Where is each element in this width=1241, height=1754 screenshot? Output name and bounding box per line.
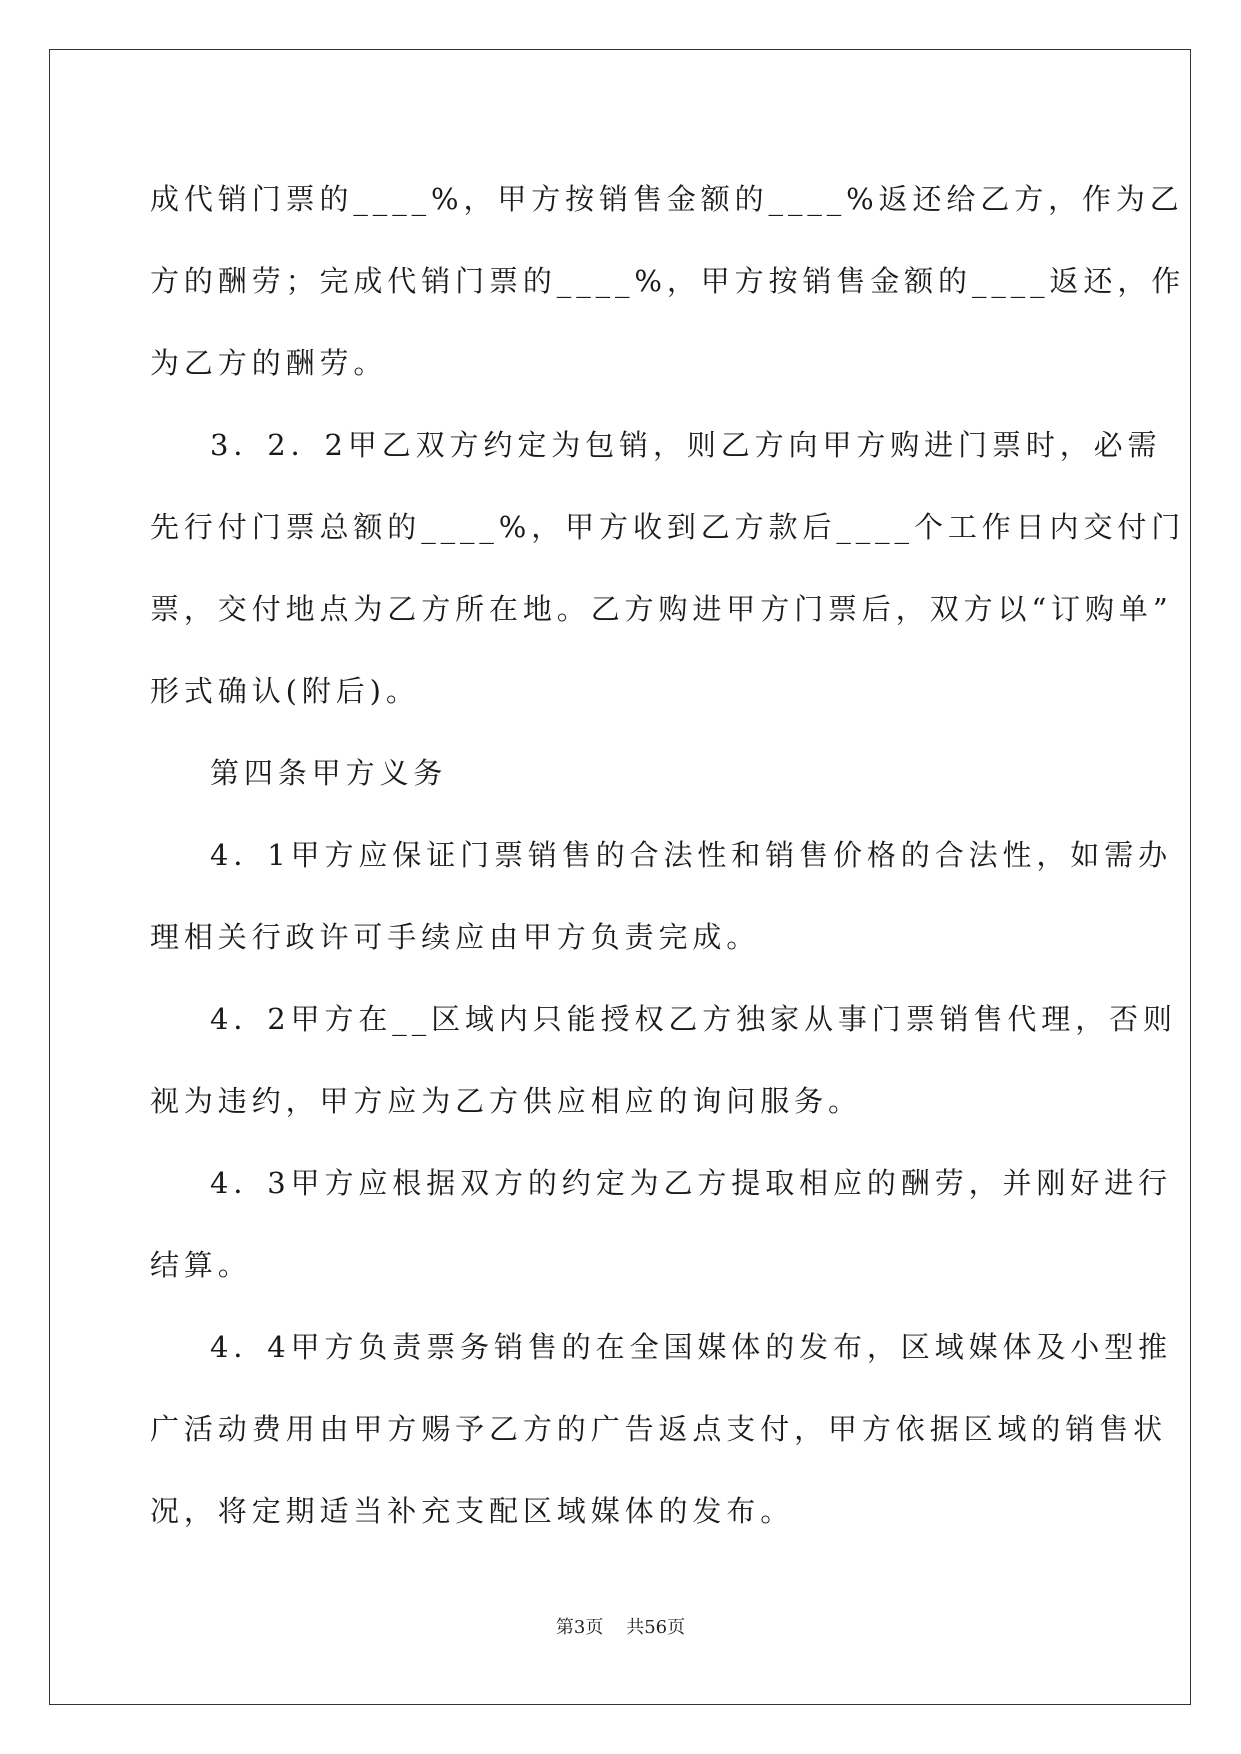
page-number: 第3页 (555, 1617, 604, 1638)
text-line: 4．3甲方应根据双方的约定为乙方提取相应的酬劳，并刚好进行 (210, 1166, 1173, 1200)
text-line: 视为违约，甲方应为乙方供应相应的询问服务。 (150, 1084, 862, 1118)
section-heading: 第四条甲方义务 (210, 756, 448, 790)
text-line: 理相关行政许可手续应由甲方负责完成。 (150, 920, 761, 954)
text-line: 为乙方的酬劳。 (150, 346, 388, 380)
text-line: 4．4甲方负责票务销售的在全国媒体的发布，区域媒体及小型推 (210, 1330, 1173, 1364)
text-line: 广活动费用由甲方赐予乙方的广告返点支付，甲方依据区域的销售状 (150, 1412, 1168, 1446)
text-line: 4．1甲方应保证门票销售的合法性和销售价格的合法性，如需办 (210, 838, 1173, 872)
text-line: 况，将定期适当补充支配区域媒体的发布。 (150, 1494, 795, 1528)
page-total: 共56页 (626, 1617, 686, 1638)
text-line: 形式确认(附后)。 (150, 674, 420, 708)
text-line: 4．2甲方在__区域内只能授权乙方独家从事门票销售代理，否则 (210, 1002, 1177, 1036)
text-line: 先行付门票总额的____%，甲方收到乙方款后____个工作日内交付门 (150, 510, 1186, 544)
text-line: 方的酬劳；完成代销门票的____%，甲方按销售金额的____返还，作 (150, 264, 1186, 298)
text-line: 3．2．2甲乙双方约定为包销，则乙方向甲方购进门票时，必需 (210, 428, 1162, 462)
page-footer (0, 1613, 1241, 1639)
text-line: 成代销门票的____%，甲方按销售金额的____%返还给乙方，作为乙 (150, 182, 1184, 216)
text-line: 票，交付地点为乙方所在地。乙方购进甲方门票后，双方以“订购单” (150, 592, 1173, 626)
text-line: 结算。 (150, 1248, 252, 1282)
document-body (150, 158, 1186, 1552)
